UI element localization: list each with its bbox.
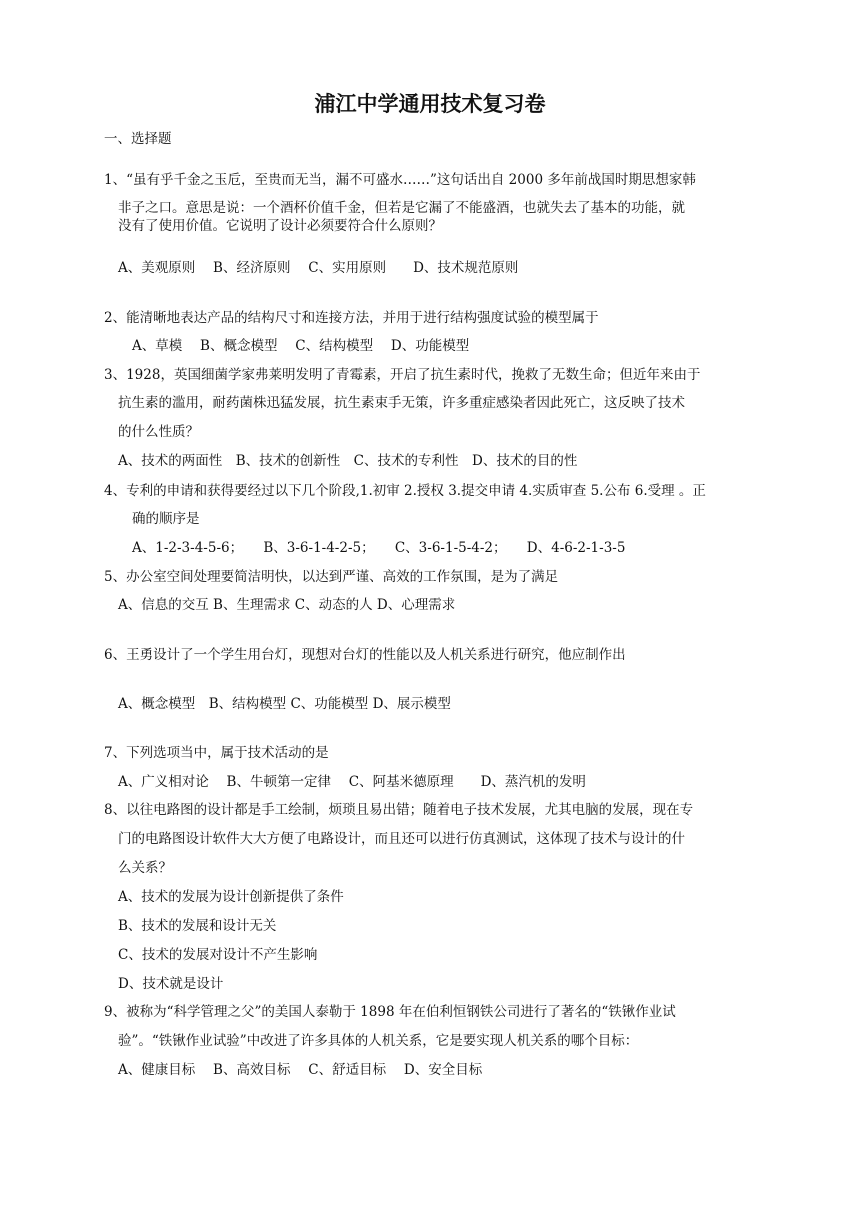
question-6-line-1: 6、王勇设计了一个学生用台灯，现想对台灯的性能以及人机关系进行研究，他应制作出: [104, 647, 626, 663]
question-7-options: A、广义相对论 B、牛顿第一定律 C、阿基米德原理 D、蒸汽机的发明: [118, 774, 586, 790]
question-3-line-3: 的什么性质？: [118, 424, 199, 440]
question-1-line-2: 非子之口。意思是说：一个酒杯价值千金，但若是它漏了不能盛酒，也就失去了基本的功能，就: [118, 200, 685, 216]
question-4-options: A、1-2-3-4-5-6； B、3-6-1-4-2-5； C、3-6-1-5-4-2； D、4-6-2-1-3-5: [132, 540, 626, 556]
question-1-line-1: 1、“虽有乎千金之玉卮，至贵而无当，漏不可盛水……”这句话出自 2000 多年前战国时期思想家韩: [104, 172, 696, 188]
question-1-options: A、美观原则 B、经济原则 C、实用原则 D、技术规范原则: [118, 260, 519, 276]
question-3-line-2: 抗生素的滥用，耐药菌株迅猛发展，抗生素束手无策，许多重症感染者因此死亡，这反映了技术: [118, 395, 685, 411]
question-3-options: A、技术的两面性 B、技术的创新性 C、技术的专利性 D、技术的目的性: [118, 453, 578, 469]
question-8-line-1: 8、以往电路图的设计都是手工绘制，烦琐且易出错；随着电子技术发展，尤其电脑的发展，现在专: [104, 802, 694, 818]
question-8-option-a: A、技术的发展为设计创新提供了条件: [118, 889, 344, 905]
question-4-line-2: 确的顺序是: [132, 511, 200, 527]
question-5-line-1: 5、办公室空间处理要简洁明快，以达到严谨、高效的工作氛围，是为了满足: [104, 569, 559, 585]
question-9-line-2: 验”。“铁锹作业试验”中改进了许多具体的人机关系，它是要实现人机关系的哪个目标：: [118, 1033, 639, 1049]
question-8-line-3: 么关系？: [118, 860, 172, 876]
section-heading: 一、选择题: [104, 131, 172, 147]
question-9-line-1: 9、被称为“科学管理之父”的美国人泰勒于 1898 年在伯利恒钢铁公司进行了著名的“铁锹作业试: [104, 1004, 676, 1020]
question-8-option-d: D、技术就是设计: [118, 976, 224, 992]
page-title: 浦江中学通用技术复习卷: [314, 92, 546, 116]
question-8-option-c: C、技术的发展对设计不产生影响: [118, 947, 318, 963]
question-9-options: A、健康目标 B、高效目标 C、舒适目标 D、安全目标: [118, 1062, 483, 1078]
question-2-line-1: 2、能清晰地表达产品的结构尺寸和连接方法，并用于进行结构强度试验的模型属于: [104, 310, 599, 326]
question-8-line-2: 门的电路图设计软件大大方便了电路设计，而且还可以进行仿真测试，这体现了技术与设计的什: [118, 831, 685, 847]
question-4-line-1: 4、专利的申请和获得要经过以下几个阶段,1.初审 2.授权 3.提交申请 4.实质审查 5.公布 6.受理 。正: [104, 483, 706, 499]
question-8-option-b: B、技术的发展和设计无关: [118, 918, 277, 934]
question-6-options: A、概念模型 B、结构模型 C、功能模型 D、展示模型: [118, 696, 451, 712]
question-5-options: A、信息的交互 B、生理需求 C、动态的人 D、心理需求: [118, 597, 456, 613]
question-7-line-1: 7、下列选项当中，属于技术活动的是: [104, 745, 329, 761]
question-1-line-3: 没有了使用价值。它说明了设计必须要符合什么原则？: [118, 218, 442, 234]
question-3-line-1: 3、1928，英国细菌学家弗莱明发明了青霉素，开启了抗生素时代，挽救了无数生命；但近年来由于: [104, 367, 701, 383]
question-2-options: A、草模 B、概念模型 C、结构模型 D、功能模型: [132, 338, 470, 354]
